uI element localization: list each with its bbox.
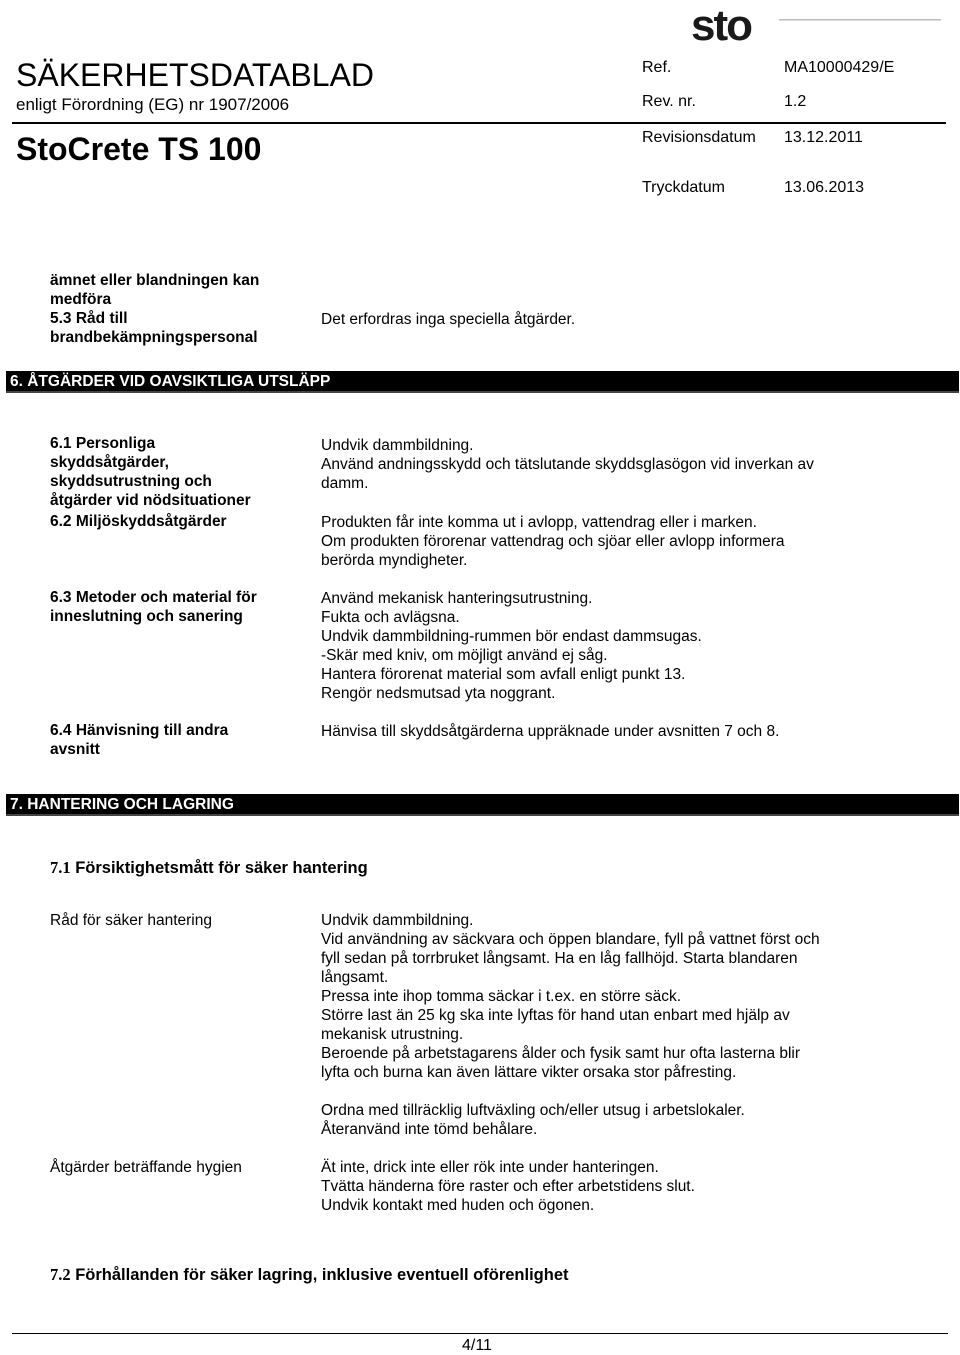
sto-logo-icon bbox=[691, 4, 941, 44]
s72-number: 7.2 bbox=[50, 1265, 71, 1284]
section-7-header bbox=[6, 794, 959, 816]
s62-text: Om produkten förorenar vattendrag och sjöar eller avlopp informera bbox=[321, 533, 785, 550]
meta-printdate-label: Tryckdatum bbox=[642, 179, 725, 196]
s53-heading: brandbekämpningspersonal bbox=[50, 329, 258, 346]
safe-handling-text: Större last än 25 kg ska inte lyftas för hand utan enbart med hjälp av bbox=[321, 1007, 790, 1024]
s64-text: Hänvisa till skyddsåtgärderna uppräknade under avsnitten 7 och 8. bbox=[321, 723, 780, 740]
ventilation-text: Ordna med tillräcklig luftväxling och/eller utsug i arbetslokaler. bbox=[321, 1102, 745, 1119]
hygiene-label: Åtgärder beträffande hygien bbox=[50, 1159, 242, 1176]
s63-text: Rengör nedsmutsad yta noggrant. bbox=[321, 685, 556, 702]
safe-handling-text: lyfta och burna kan även lättare vikter orsaka stor påfresting. bbox=[321, 1064, 737, 1081]
company-logo bbox=[691, 4, 941, 44]
s53-text: Det erfordras inga speciella åtgärder. bbox=[321, 311, 576, 328]
safe-handling-text: Undvik dammbildning. bbox=[321, 912, 474, 929]
meta-revdate-value: 13.12.2011 bbox=[784, 129, 863, 146]
s62-text: Produkten får inte komma ut i avlopp, vattendrag eller i marken. bbox=[321, 514, 757, 531]
s62-heading: 6.2 Miljöskyddsåtgärder bbox=[50, 513, 227, 530]
s63-heading: 6.3 Metoder och material för bbox=[50, 589, 257, 606]
meta-printdate-value: 13.06.2013 bbox=[784, 179, 865, 196]
safe-handling-text: Vid användning av säckvara och öppen blandare, fyll på vattnet först och bbox=[321, 931, 820, 948]
s63-heading: inneslutning och sanering bbox=[50, 608, 243, 625]
s71-title: Försiktighetsmått för säker hantering bbox=[75, 859, 368, 877]
safe-handling-text: fyll sedan på torrbruket långsamt. Ha en låg fallhöjd. Starta blandaren bbox=[321, 950, 798, 967]
s61-text: Undvik dammbildning. bbox=[321, 437, 474, 454]
s71-heading bbox=[50, 858, 368, 878]
section-6-header bbox=[6, 371, 959, 393]
s61-text: Använd andningsskydd och tätslutande skyddsglasögon vid inverkan av bbox=[321, 456, 814, 473]
s5-left-line: medföra bbox=[50, 291, 112, 308]
ventilation-text: Återanvänd inte tömd behålare. bbox=[321, 1121, 538, 1138]
s61-text: damm. bbox=[321, 475, 369, 492]
safe-handling-label: Råd för säker hantering bbox=[50, 912, 212, 929]
s53-heading: 5.3 Råd till bbox=[50, 310, 128, 327]
s64-heading: avsnitt bbox=[50, 741, 100, 758]
s61-heading: 6.1 Personliga bbox=[50, 435, 156, 452]
s62-text: berörda myndigheter. bbox=[321, 552, 468, 569]
footer-divider bbox=[12, 1333, 948, 1334]
s72-title: Förhållanden för säker lagring, inklusive eventuell oförenlighet bbox=[75, 1266, 569, 1284]
s61-heading: skyddsutrustning och bbox=[50, 473, 212, 490]
safe-handling-text: Pressa inte ihop tomma säckar i t.ex. en större säck. bbox=[321, 988, 682, 1005]
section-6-title: 6. ÅTGÄRDER VID OAVSIKTLIGA UTSLÄPP bbox=[10, 373, 331, 390]
s71-number: 7.1 bbox=[50, 858, 71, 877]
hygiene-text: Tvätta händerna före raster och efter arbetstidens slut. bbox=[321, 1178, 695, 1195]
safe-handling-text: Beroende på arbetstagarens ålder och fysik samt hur ofta lasterna blir bbox=[321, 1045, 801, 1062]
s5-left-line: ämnet eller blandningen kan bbox=[50, 272, 260, 289]
s72-heading bbox=[50, 1265, 569, 1285]
safe-handling-text: mekanisk utrustning. bbox=[321, 1026, 464, 1043]
s63-text: Hantera förorenat material som avfall enligt punkt 13. bbox=[321, 666, 686, 683]
hygiene-text: Ät inte, drick inte eller rök inte under hanteringen. bbox=[321, 1159, 659, 1176]
product-name: StoCrete TS 100 bbox=[16, 131, 262, 167]
s61-heading: skyddsåtgärder, bbox=[50, 454, 169, 471]
meta-ref-value: MA10000429/E bbox=[784, 59, 895, 76]
s63-text: Fukta och avlägsna. bbox=[321, 609, 460, 626]
s63-text: -Skär med kniv, om möjligt använd ej såg. bbox=[321, 647, 608, 664]
document-title: SÄKERHETSDATABLAD bbox=[16, 57, 375, 93]
s64-heading: 6.4 Hänvisning till andra bbox=[50, 722, 229, 739]
safe-handling-text: långsamt. bbox=[321, 969, 389, 986]
svg-text:sto: sto bbox=[691, 4, 751, 44]
document-subtitle: enligt Förordning (EG) nr 1907/2006 bbox=[16, 95, 290, 114]
meta-ref-label: Ref. bbox=[642, 59, 672, 76]
page-number: 4/11 bbox=[462, 1337, 492, 1354]
meta-revdate-label: Revisionsdatum bbox=[642, 129, 756, 146]
section-7-title: 7. HANTERING OCH LAGRING bbox=[10, 796, 234, 813]
meta-rev-value: 1.2 bbox=[784, 93, 807, 110]
header-divider bbox=[12, 122, 946, 124]
meta-rev-label: Rev. nr. bbox=[642, 93, 696, 110]
s61-heading: åtgärder vid nödsituationer bbox=[50, 492, 251, 509]
hygiene-text: Undvik kontakt med huden och ögonen. bbox=[321, 1197, 595, 1214]
s63-text: Använd mekanisk hanteringsutrustning. bbox=[321, 590, 593, 607]
s63-text: Undvik dammbildning-rummen bör endast dammsugas. bbox=[321, 628, 702, 645]
